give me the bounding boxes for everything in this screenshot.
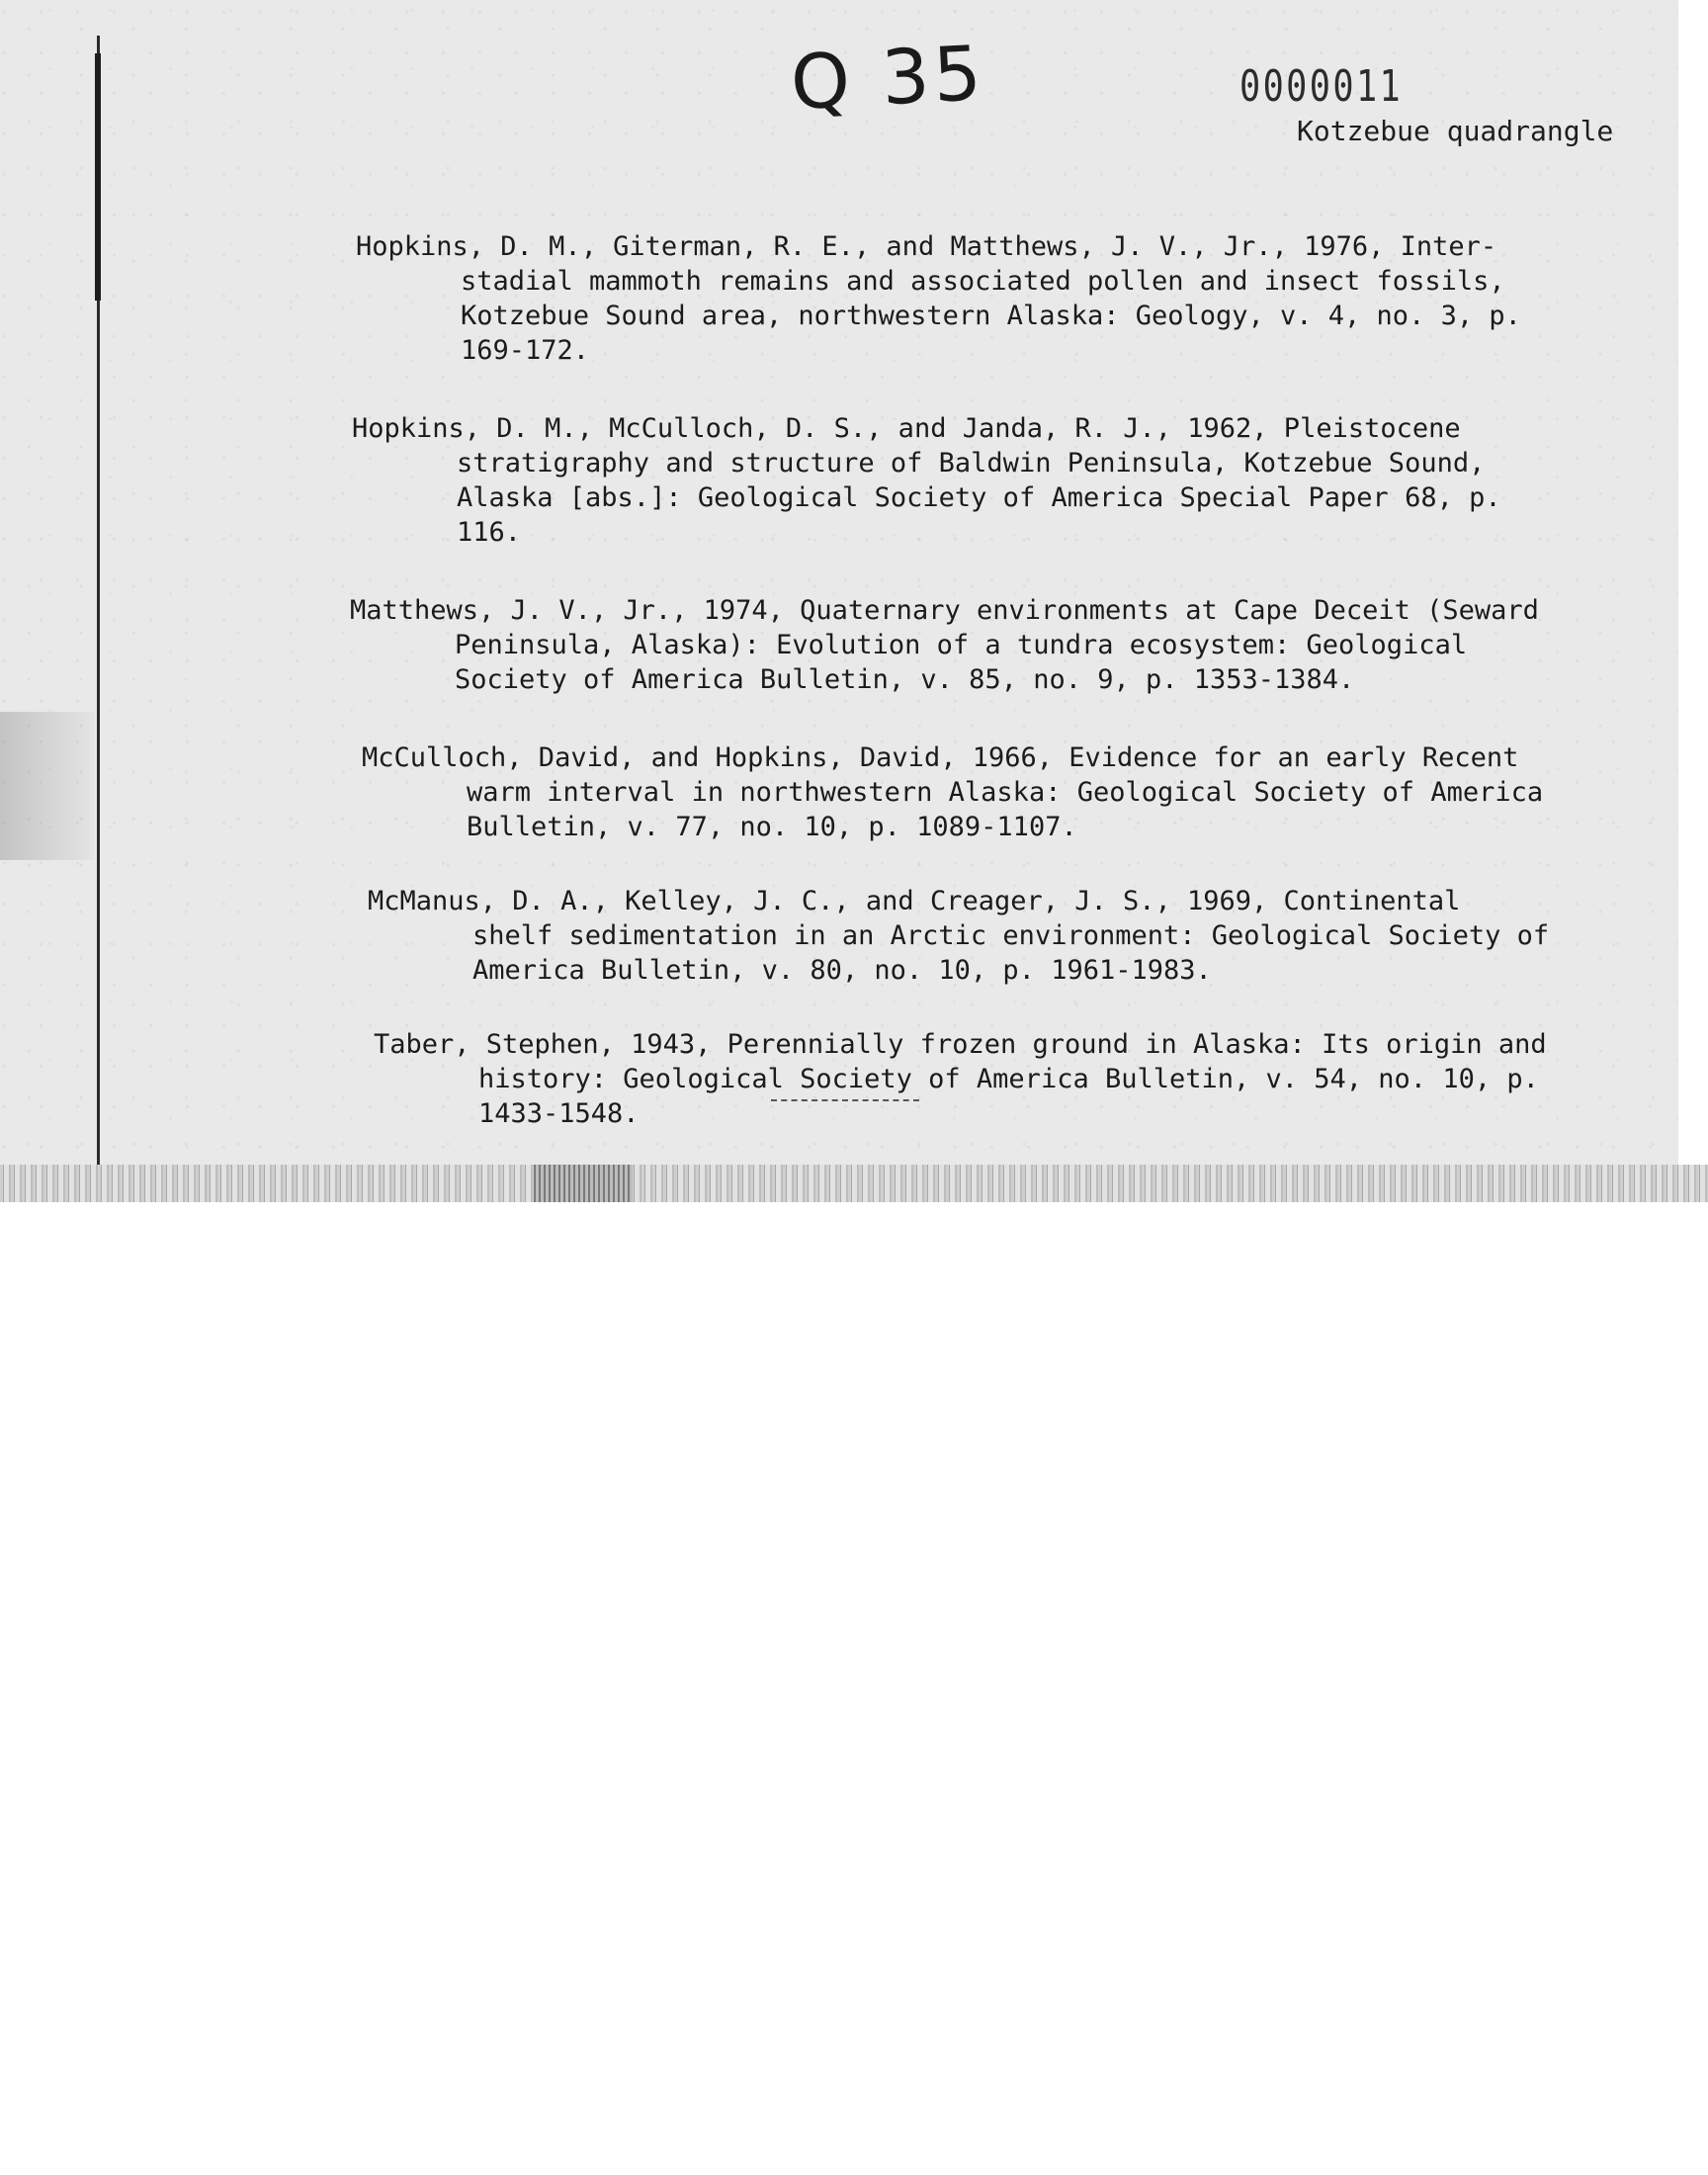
handwritten-code: Q 35 — [788, 28, 987, 128]
reference-entry: Taber, Stephen, 1943, Perennially frozen ground in Alaska: Its origin and history: Geological Society of America Bulletin, v. 54, no. 10, p. 1433-1548. — [374, 1029, 1547, 1129]
reference-entry: Hopkins, D. M., McCulloch, D. S., and Janda, R. J., 1962, Pleistocene stratigraphy and structure of Baldwin Peninsula, Kotzebue Sound, Alaska [abs.]: Geological Society of America Special Paper 68, p. 116. — [352, 413, 1501, 548]
stamp-number: 0000011 — [1239, 61, 1404, 112]
reference-entry: McCulloch, David, and Hopkins, David, 1966, Evidence for an early Recent warm interval in northwestern Alaska: Geological Society of America Bulletin, v. 77, no. 10, p. 1089-1107. — [362, 742, 1544, 842]
reference-list — [350, 229, 1552, 1174]
scan-edge-strip-dark — [534, 1165, 633, 1202]
quadrangle-label: Kotzebue quadrangle — [1297, 115, 1614, 147]
card-left-rule-heavy — [95, 53, 101, 301]
reference-entry: Matthews, J. V., Jr., 1974, Quaternary environments at Cape Deceit (Seward Peninsula, Alaska): Evolution of a tundra ecosystem: Geological Society of America Bulletin, v. 85, no. 9, p. 1353-1384. — [350, 595, 1539, 695]
scan-shadow — [0, 712, 95, 860]
reference-entry: Hopkins, D. M., Giterman, R. E., and Matthews, J. V., Jr., 1976, Inter-stadial mammoth remains and associated pollen and insect fossils, Kotzebue Sound area, northwestern Alaska: Geology, v. 4, no. 3, p. 169-172. — [356, 231, 1521, 366]
scan-dash-mark — [771, 1099, 919, 1101]
scan-edge-strip — [0, 1165, 1708, 1202]
reference-entry: McManus, D. A., Kelley, J. C., and Creager, J. S., 1969, Continental shelf sedimentation in an Arctic environment: Geological Society of America Bulletin, v. 80, no. 10, p. 1961-1983. — [368, 886, 1550, 986]
